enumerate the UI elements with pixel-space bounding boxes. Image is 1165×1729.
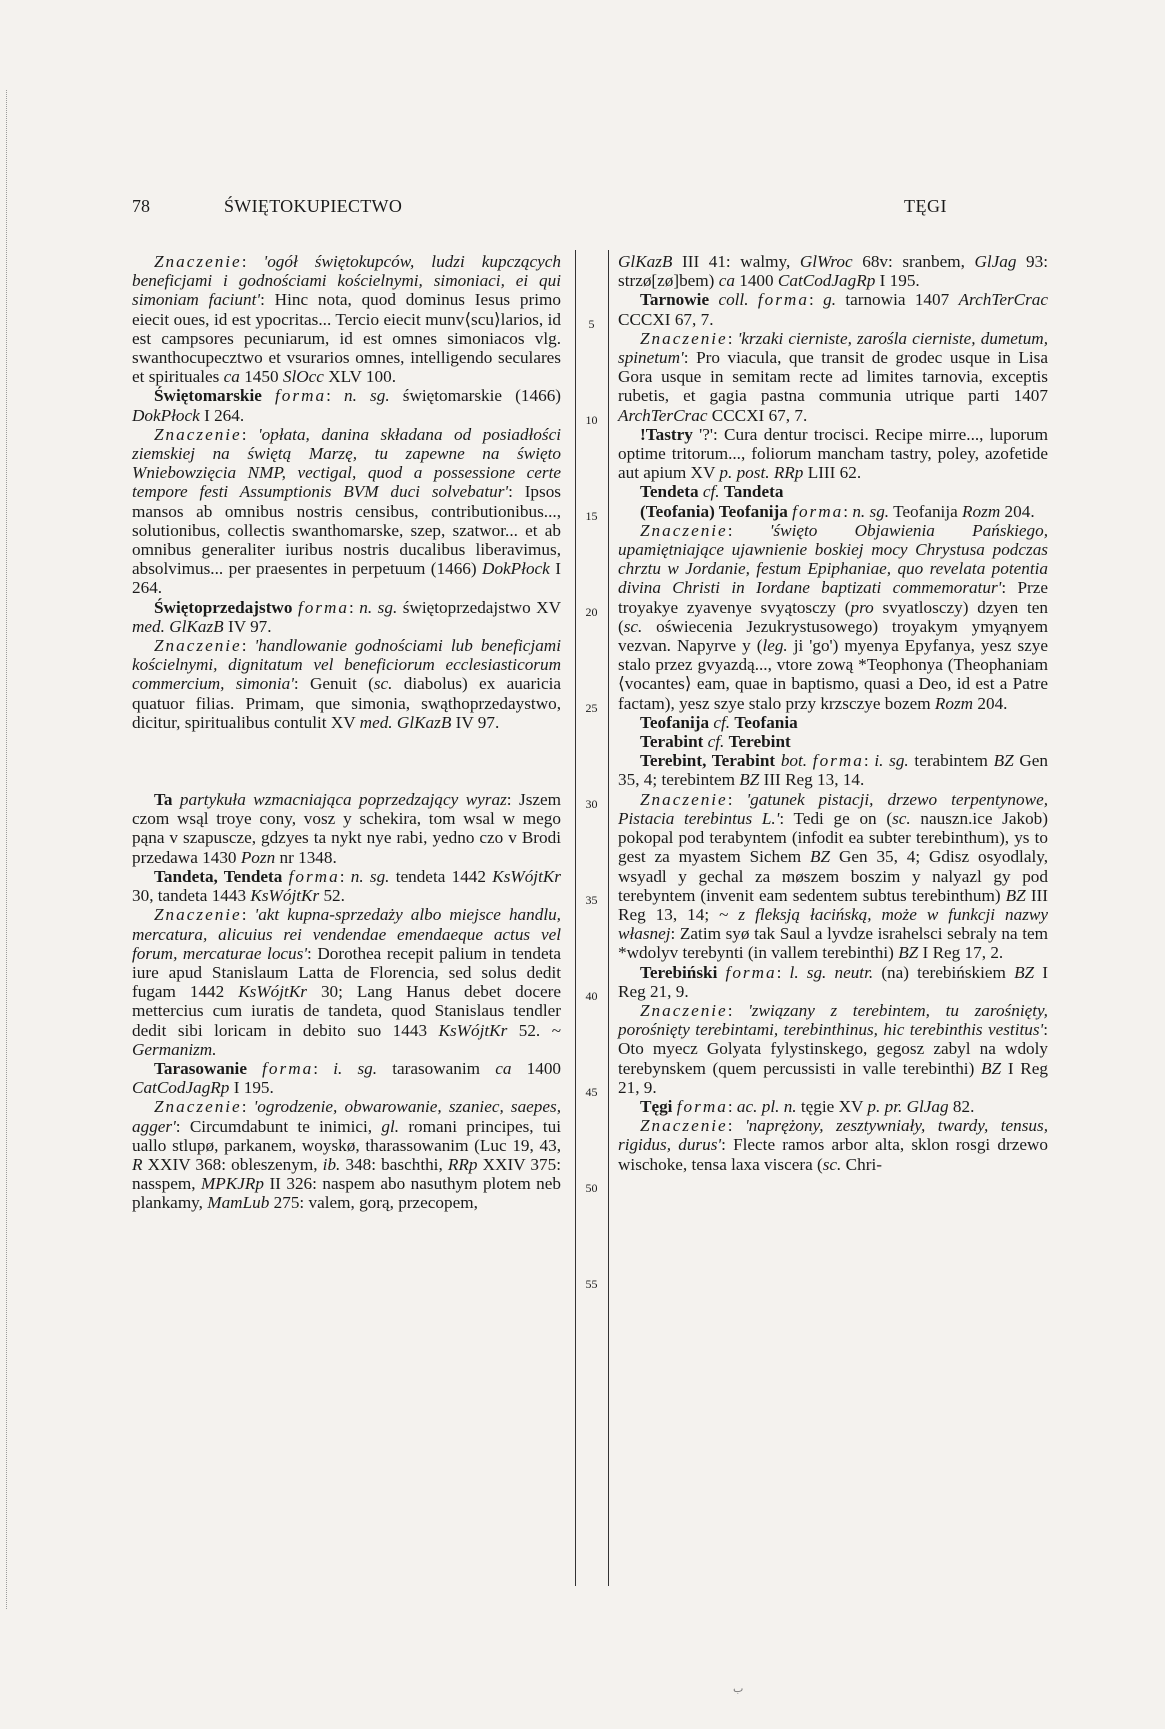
line-number: 45	[585, 1085, 598, 1099]
entry-meaning: Znaczenie: 'handlowanie godnościami lub beneficjami kościelnymi, dignitatum vel beneficiorum ecclesiasticorum commercium, simonia': Genuit (sc. diabolus) ex auaricia quatuor filias. Primam, que simonia, swąthoprzedaystwo, dicitur, spiritualibus contulit XV med. GlKazB IV 97.	[132, 636, 561, 732]
entry-meaning: Znaczenie: 'naprężony, zesztywniały, twardy, tensus, rigidus, durus': Flecte ramos arbor alta, sklon rosgi drzewo wischoke, tensa laxa viscera (sc. Chri-	[618, 1116, 1049, 1174]
line-number: 20	[585, 605, 598, 619]
entry-teofanija: (Teofania) Teofanija forma: n. sg. Teofanija Rozm 204.	[640, 501, 1035, 521]
entry-meaning: Znaczenie: 'święto Objawienia Pańskiego, upamiętniające ujawnienie boskiej mocy Chrystusa podczas chrztu w Jordanie, festum Epiphaniae, quo revelata potentia divina Christi in Iordane baptizati commemoratur': Prze troyakye zyavenye svyątosczy (pro svyatlosczy) dzyen ten (sc. oświecenia Jezukrystusowego) troyakym ymyąnyem vezvan. Napyrve y (leg. ji 'go') myenya Epyfanya, yesz szye stalo przez gvyazdą..., vtore zową *Teophonya (Theophaniam ⟨vocantes⟩ eam, quae in baptismo, quasi a Deo, id est a Patre factam), yesz szye stalo przy krzsczye bozem Rozm 204.	[618, 520, 1048, 713]
entry-meaning: Znaczenie: 'ogrodzenie, obwarowanie, szaniec, saepes, agger': Circumdabunt te inimici, gl. romani principes, tui uallo stlupø, parkanem, woyskø, tharassowanim (Luc 19, 43, R XXIV 368: obleszenym, ib. 348: baschthi, RRp XXIV 375: nasspem, MPKJRp II 326: naspem abo nasuthym plotem neb plankamy, MamLub 275: valem, gorą, przecopem,	[132, 1097, 562, 1213]
line-number: 35	[585, 893, 598, 907]
headword: !Tastry	[640, 424, 693, 444]
headword: Terebint, Terabint	[640, 751, 776, 771]
entry-terabint-crossref: Terabint cf. Terebint	[640, 732, 791, 752]
entry-tendeta-crossref: Tendeta cf. Tandeta	[640, 482, 784, 502]
line-number: 5	[588, 317, 595, 331]
headword: Terebiński	[640, 962, 718, 982]
section-gap	[132, 732, 561, 790]
column-divider-left	[575, 250, 576, 1586]
headword: Tandeta, Tendeta	[154, 866, 283, 886]
line-number: 10	[585, 413, 598, 427]
entry-tegi: Tęgi forma: ac. pl. n. tęgie XV p. pr. GlJag 82.	[640, 1096, 975, 1116]
running-header	[132, 196, 1047, 222]
entry-meaning: Znaczenie: 'związany z terebintem, tu zarośnięty, porośnięty terebintami, terebinthinus, hic terebinthis vestitus': Oto myecz Golyata fylystinskego, gegosz zabyl na wdoly terebynskem (quem percussisti in valle terebinthi) BZ I Reg 21, 9.	[618, 1000, 1048, 1097]
page-number: 78	[132, 196, 150, 216]
entry-teofanija-crossref: Teofanija cf. Teofania	[640, 712, 798, 732]
line-number: 40	[585, 989, 598, 1003]
column-divider-right	[608, 250, 609, 1586]
headword: Tarasowanie	[154, 1058, 247, 1078]
tilde-icon: ~	[551, 1020, 561, 1040]
entry-meaning: Znaczenie: 'ogół świętokupców, ludzi kupczących beneficjami i godnościami kościelnymi, simoniaci, ei qui simoniam faciunt': Hinc nota, quod dominus Iesus primo eiecit oues, id est ypocritas... Tercio eiecit munv⟨scu⟩larios, id est campsores pecuniarum, id est omnes simoniacos vlg. swanthocupecztwo et vsurarios omnes, intelligendo seculares et spirituales ca 1450 SlOcc XLV 100.	[132, 252, 561, 387]
headword: (Teofania) Teofanija	[640, 501, 788, 521]
line-number: 50	[585, 1181, 598, 1195]
line-number: 55	[585, 1277, 598, 1291]
entry-terebint: Terebint, Terabint bot. forma: i. sg. terabintem BZ Gen 35, 4; terebintem BZ III Reg 13, 14.	[618, 751, 1049, 790]
entry-tastry: !Tastry '?': Cura dentur trocisci. Recipe mirre..., luporum optime tritorum..., foliorum mancham tastry, poley, azofetide aut apium XV p. post. RRp LIII 62.	[618, 424, 1048, 483]
entry-swietoprzedajstwo: Świętoprzedajstwo forma: n. sg. świętoprzedajstwo XV med. GlKazB IV 97.	[132, 597, 561, 636]
headword: Ta	[154, 790, 173, 810]
entry-tarasowanie: Tarasowanie forma: i. sg. tarasowanim ca 1400 CatCodJagRp I 195.	[132, 1058, 562, 1098]
line-number: 15	[585, 509, 598, 523]
entry-meaning: Znaczenie: 'krzaki cierniste, zarośla cierniste, dumetum, spinetum': Pro viacula, que transit de grodec usque in Lisa Gora usque in semitam recte ad limites tarnovia, exceptis rubetis, et gagia pastna communia utrique parti 1407 ArchTerCrac CCCXI 67, 7.	[618, 328, 1049, 425]
headword: Świętomarskie	[154, 386, 262, 406]
right-column	[618, 252, 1048, 1174]
entry-ta: Ta partykuła wzmacniająca poprzedzający wyraz: Jszem czom wsąl troye cony, vosz y schekira, tom wsal w mego pąna v szapuscze, gdzyes ta nykt nye rabi, yedno czo v Brodi przedawa 1430 Pozn nr 1348.	[132, 790, 562, 867]
tilde-icon: ~	[719, 904, 729, 924]
entry-meaning: Znaczenie: 'opłata, danina składana od posiadłości ziemskiej na świętą Marzę, tu zapewne na święto Wniebowzięcia NMP, vectigal, quod a possessione certe tempore festi Assumptionis BVM duci solvebatur': Ipsos mansos ab omnibus nostris censibus, contributionibus..., solutionibus, collectis swanthomarske, szep, szatwor... et ab omnibus generaliter iuribus nostris ducalibus liberavimus, absolvimus... per praesentes in perpetuum (1466) DokPłock I 264.	[132, 424, 561, 598]
entry-meaning: Znaczenie: 'akt kupna-sprzedaży albo miejsce handlu, mercatura, alicuius rei vendendae emendaeque actus vel forum, mercaturae locus': Dorothea recepit palium in tendeta iure apud Stanislaum Latta de Florencia, sed solus dedit fugam 1442 KsWójtKr 30; Lang Hanus debet docere mettercius cum iuratis de tandeta, quod Stanislaus tendler dedit sibi loricam in debito suo 1443 KsWójtKr 52. ~ Germanizm.	[132, 905, 561, 1059]
page-edge-dotted-line	[6, 90, 8, 1609]
line-number: 25	[585, 701, 598, 715]
line-number: 30	[585, 797, 598, 811]
entry-meaning: Znaczenie: 'gatunek pistacji, drzewo terpentynowe, Pistacia terebintus L.': Tedi ge on (sc. nauszn.ice Jakob) pokopal pod terabyntem (infodit ea subter terebinthum), ys to gest za myastem Sichem BZ Gen 35, 4; Gdisz osyodlaly, wsyadl y gechal za møszem boszim y nalyazl gy pod terebyntem (invenit eam sedentem subtus terebinthum) BZ III Reg 13, 14; ~ z fleksją łacińską, może w funkcji nazwy własnej: Zatim syø tak Saul a lyvdze israhelsci sebraly na tem *wdolyv terebynti (in vallem terebinthi) BZ I Reg 17, 2.	[618, 789, 1049, 963]
printer-mark: ب	[733, 1683, 744, 1695]
entry-swietomarskie: Świętomarskie forma: n. sg. świętomarskie (1466) DokPłock I 264.	[132, 386, 562, 425]
left-column	[132, 252, 561, 1213]
entry-tandeta: Tandeta, Tendeta forma: n. sg. tendeta 1442 KsWójtKr 30, tandeta 1443 KsWójtKr 52.	[132, 866, 562, 906]
entry-tarnowie: Tarnowie coll. forma: g. tarnowia 1407 ArchTerCrac CCCXI 67, 7.	[618, 290, 1049, 329]
entry-continuation: GlKazB III 41: walmy, GlWroc 68v: sranbem, GlJag 93: strzø[zø]bem) ca 1400 CatCodJagRp I 195.	[618, 252, 1048, 291]
entry-terebinski: Terebiński forma: l. sg. neutr. (na) terebińskiem BZ I Reg 21, 9.	[618, 962, 1048, 1001]
headword: Tarnowie	[640, 290, 710, 310]
headword: Świętoprzedajstwo	[154, 597, 293, 617]
right-catchword: TĘGI	[904, 196, 947, 216]
left-catchword: ŚWIĘTOKUPIECTWO	[224, 196, 403, 216]
headword: Tęgi	[640, 1096, 673, 1116]
